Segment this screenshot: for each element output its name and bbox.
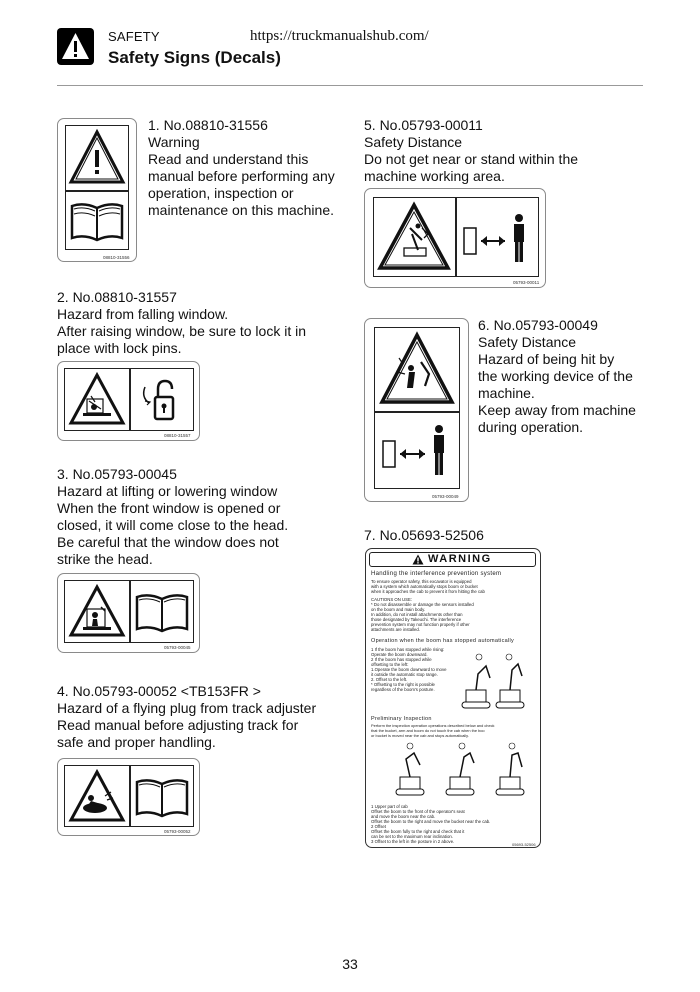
item-1-text: 1. No.08810-31556 Warning Read and understand this manual before performing any operation, inspection or maintenance on this machine. [148, 117, 335, 218]
read-manual-icon [130, 765, 194, 827]
decal-4 [57, 758, 200, 836]
decal-code: 08810-31556 [103, 255, 130, 260]
safety-distance-icon [456, 197, 539, 277]
source-url[interactable]: https://truckmanualshub.com/ [250, 28, 429, 44]
decal-3 [57, 573, 200, 653]
decal-2 [57, 361, 200, 441]
header-divider [57, 85, 643, 86]
page-title: Safety Signs (Decals) [108, 48, 281, 67]
decal-1 [57, 118, 137, 262]
item-2-text: 2. No.08810-31557 Hazard from falling window. After raising window, be sure to lock it in place with lock pins. [57, 289, 307, 356]
item-5-text: 5. No.05793-00011 Safety Distance Do not get near or stand within the machine working area. [364, 117, 579, 184]
falling-window-hazard-icon [64, 368, 130, 431]
safety-alert-icon [57, 28, 94, 65]
warning-stopped: 1 If the boom has stopped while rising: Operate the boom downward. 2 If the boom has stopped while offsetting to the left: 1.Operate the boom downward to move it outside the automatic stop range. 2. Offset to the left. * Offsetting to the right is possible regardless of the boom's posture. [371, 647, 447, 692]
decal-5 [364, 188, 546, 288]
page-number: 33 [342, 956, 358, 972]
section-label: SAFETY [108, 29, 160, 44]
warning-triangle-icon [412, 554, 424, 565]
warning-steps: 1 Upper part of cab Offset the boom to the front of the operator's seat and move the boom near the cab. Offset the boom to the right and move the bucket near the cab. 2 Offset Offset the boom fully to the right and check that it can be set to the maximum rear inclination. 3 Offset to the left in the posture in 2 above. [371, 804, 491, 844]
warning-bar [369, 552, 536, 567]
warning-prelim: Perform the inspection operation operations described below and check that the bucket, arm and boom do not touch the cab when the boo or bucket is moved near the cab and stops automatically. [371, 723, 495, 738]
warning-title: Handling the interference prevention system [371, 571, 502, 577]
warning-triangle-icon [65, 125, 129, 191]
decal-code: 05793-00052 [164, 829, 191, 834]
excavator-diagram-icon [456, 652, 536, 714]
warning-heading: WARNING [428, 553, 492, 565]
decal-code: 08810-31557 [164, 433, 191, 438]
item-4-text: 4. No.05793-00052 <TB153FR > Hazard of a flying plug from track adjuster Read manual before adjusting track for safe and proper handling. [57, 683, 317, 750]
flying-plug-hazard-icon [64, 765, 130, 827]
warning-intro: To ensure operator safety, this excavator is equipped with a system which automatically stops boom or bucket when it approaches the cab to prevent it from hitting the cab [371, 579, 485, 594]
item-7-text: 7. No.05693-52506 [364, 527, 484, 543]
lock-pin-icon [130, 368, 194, 431]
item-6-text: 6. No.05793-00049 Safety Distance Hazard of being hit by the working device of the machine. Keep away from machine during operation. [478, 317, 636, 435]
warning-prelim-title: Preliminary Inspection [371, 716, 432, 722]
decal-6 [364, 318, 469, 502]
warning-stopped-title: Operation when the boom has stopped automatically [371, 638, 515, 644]
decal-code: 05693-52506 [512, 842, 536, 847]
warning-cautions: CAUTIONS ON USE: * Do not disassemble or damage the sensors installed on the boom and main body. In addition, do not install attachments other than those designated by Takeuchi. The interference prevention system may not function properly if other attachments are installed. [371, 597, 474, 632]
crush-hazard-icon [373, 197, 456, 277]
item-3-text: 3. No.05793-00045 Hazard at lifting or lowering window When the front window is opened or closed, it will come close to the head. Be careful that the window does not strike the head. [57, 466, 289, 567]
inspection-diagram-icon [386, 741, 536, 801]
decal-code: 05793-00045 [164, 645, 191, 650]
read-manual-icon [65, 191, 129, 250]
decal-code: 05793-00049 [432, 494, 459, 499]
decal-code: 05793-00011 [513, 280, 540, 285]
warning-decal [365, 548, 541, 848]
safety-distance-icon [374, 412, 460, 489]
read-manual-icon [130, 580, 194, 643]
hit-by-device-hazard-icon [374, 327, 460, 412]
window-head-hazard-icon [64, 580, 130, 643]
